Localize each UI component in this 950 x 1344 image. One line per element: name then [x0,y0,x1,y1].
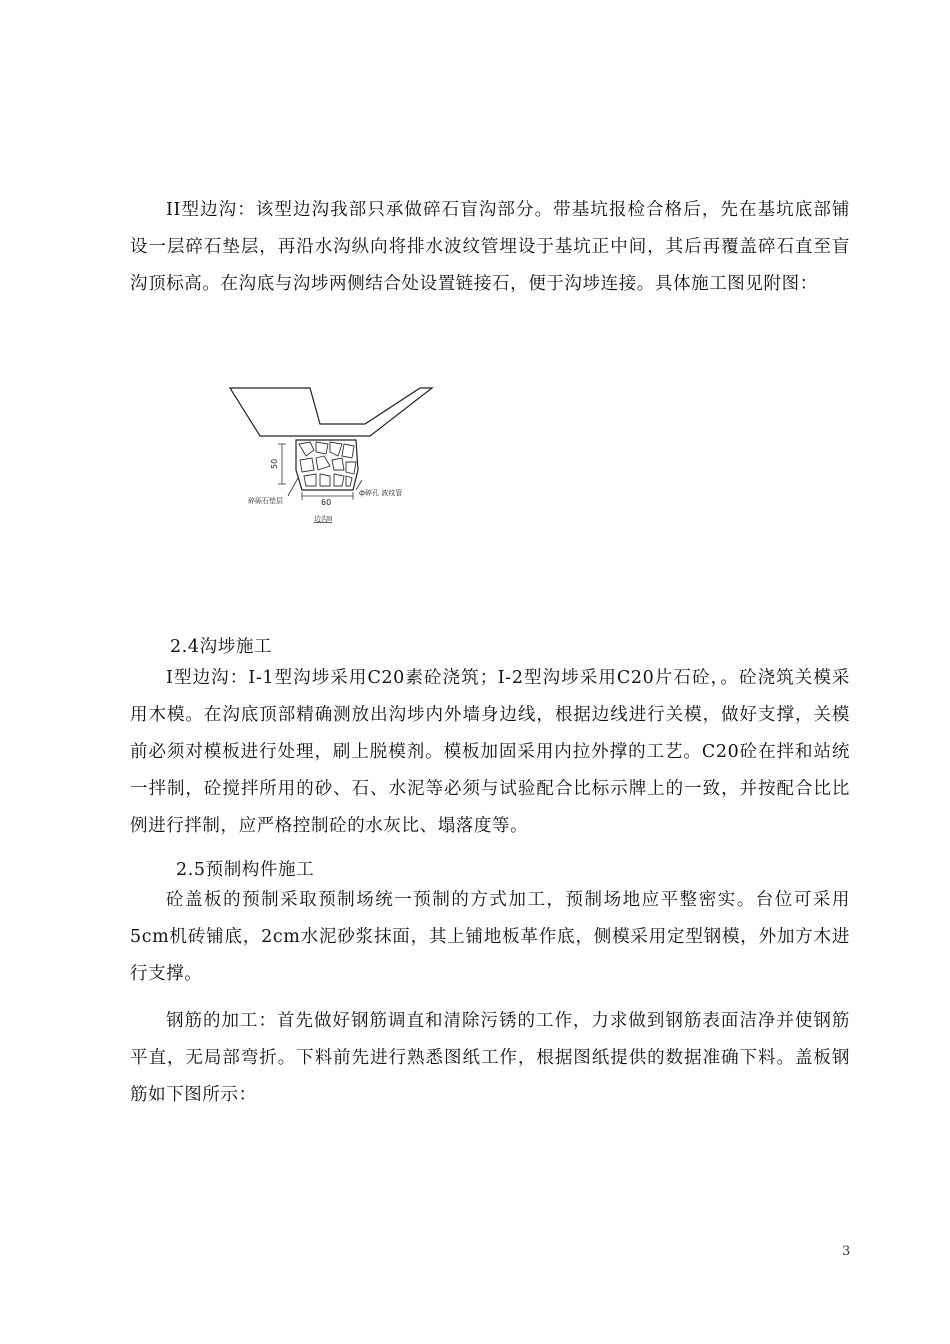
section-2-5-heading: 2.5预制构件施工 [176,860,315,880]
section-2-5-body-1: 砼盖板的预制采取预制场统一预制的方式加工，预制场地应平整密实。台位可采用5cm机砖铺底，2cm水泥砂浆抹面，其上铺地板革作底，侧模采用定型钢模，外加方木进行支撑。 [130,890,850,984]
paragraph-type2-ditch: II型边沟：该型边沟我部只承做碎石盲沟部分。带基坑报检合格后，先在基坑底部铺设一层碎石垫层，再沿水沟纵向将排水波纹管埋设于基坑正中间，其后再覆盖碎石直至盲沟顶标高。在沟底与沟埗两侧结合处设置链接石，便于沟埗连接。具体施工图见附图： [130,200,850,294]
blind-ditch-diagram [220,378,460,538]
dimension-width: 60 [321,498,332,507]
section-2-4-heading: 2.4沟埗施工 [170,637,273,657]
gravel-fill [299,442,356,486]
label-perforated-pipe: ф碎孔 波纹管 [359,489,403,497]
section-2-5-body-2: 钢筋的加工：首先做好钢筋调直和清除污锈的工作，力求做到钢筋表面洁净并使钢筋平直，无局部弯折。下料前先进行熟悉图纸工作，根据图纸提供的数据准确下料。盖板钢筋如下图所示： [130,1011,850,1105]
section-2-4-body: I型边沟：I-1型沟埗采用C20素砼浇筑；I-2型沟埗采用C20片石砼，。砼浇筑关模采用木模。在沟底顶部精确测放出沟埗内外墙身边线，根据边线进行关模，做好支撑，关模前必须对模板进行处理，刷上脱模剂。模板加固采用内拉外撑的工艺。C20砼在拌和站统一拌制，砼搅拌所用的砂、石、水泥等必须与试验配合比标示牌上的一致，并按配合比比例进行拌制，应严格控制砼的水灰比、塌落度等。 [130,668,850,836]
dimension-height: 50 [270,458,279,469]
label-gravel-cushion: 碎砾石垫层 [248,497,283,505]
figure-caption: 边沟II [314,515,333,523]
page-number: 3 [842,1244,851,1259]
ditch-outline [230,388,432,490]
